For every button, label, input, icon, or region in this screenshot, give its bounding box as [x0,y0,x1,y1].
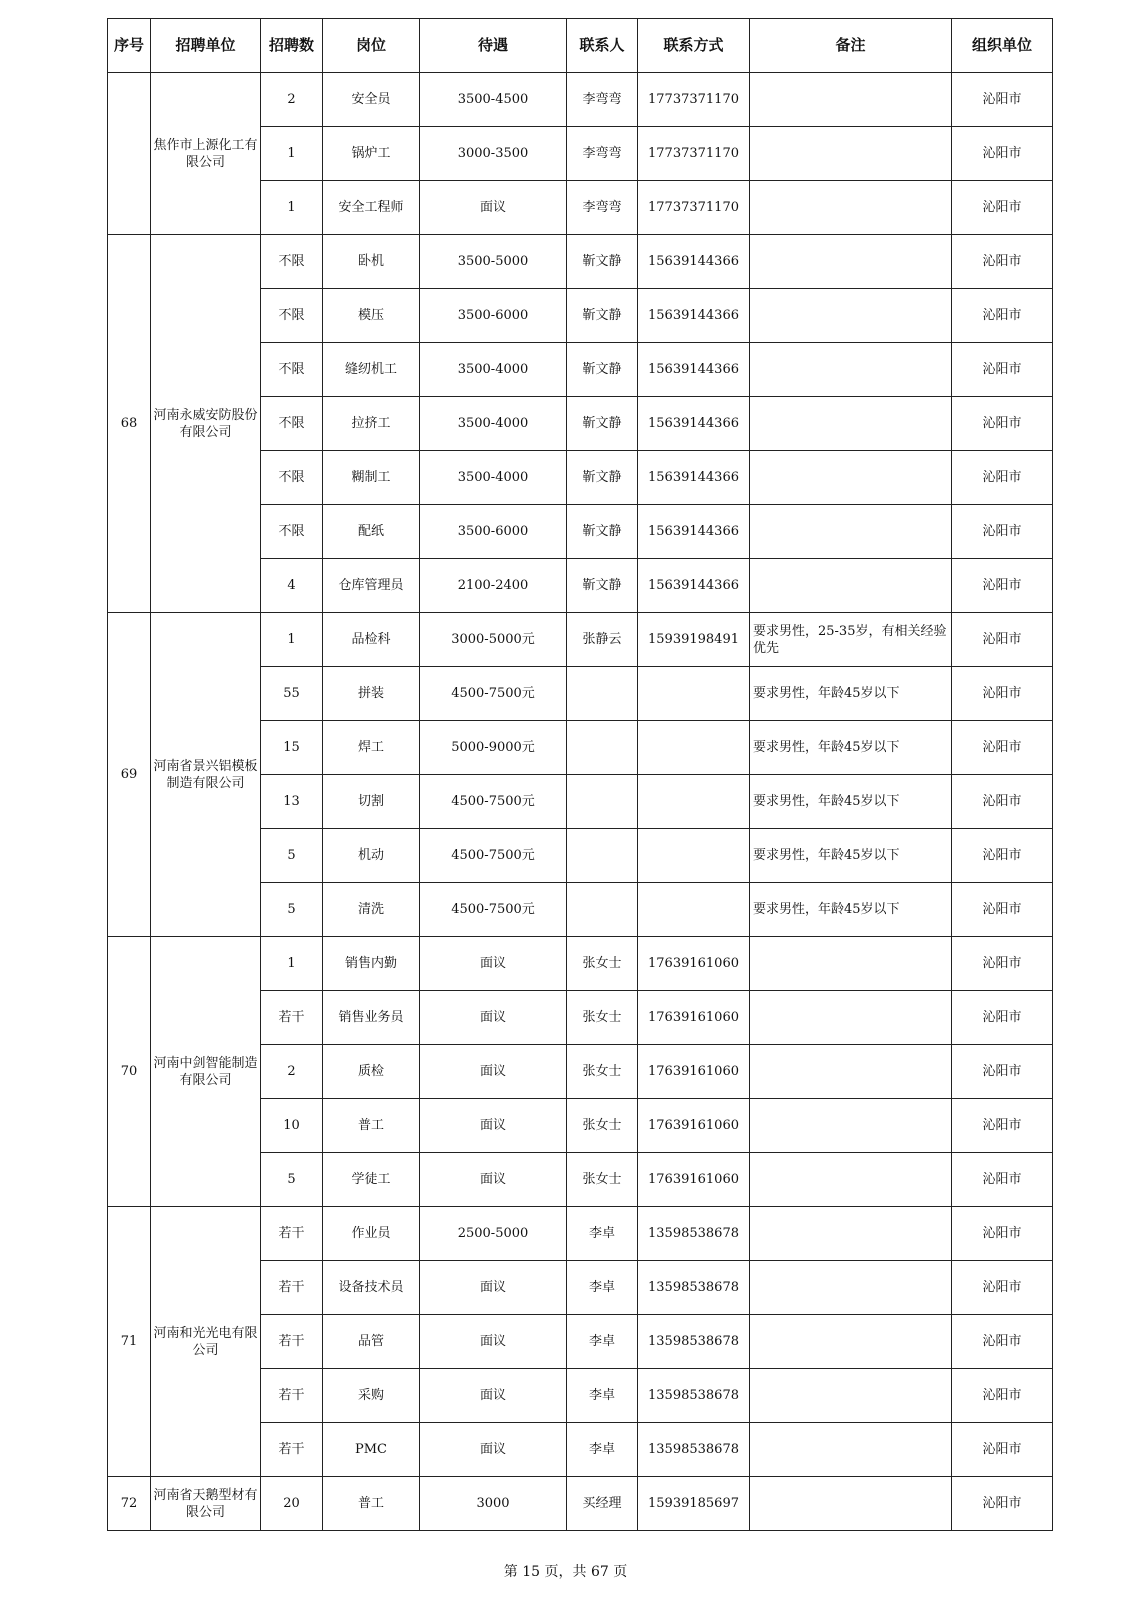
organizer: 沁阳市 [952,1207,1053,1261]
header-note: 备注 [750,19,952,73]
job-position: 拉挤工 [323,397,420,451]
job-position: 品检科 [323,613,420,667]
remark [750,1153,952,1207]
job-position: 拼装 [323,667,420,721]
organizer: 沁阳市 [952,667,1053,721]
job-position: 仓库管理员 [323,559,420,613]
salary: 4500-7500元 [420,667,567,721]
job-position: 品管 [323,1315,420,1369]
contact-phone: 15639144366 [638,289,750,343]
job-position: 学徒工 [323,1153,420,1207]
job-position: 糊制工 [323,451,420,505]
header-no: 序号 [108,19,151,73]
organizer: 沁阳市 [952,289,1053,343]
job-position: 作业员 [323,1207,420,1261]
remark [750,235,952,289]
salary: 5000-9000元 [420,721,567,775]
remark [750,397,952,451]
row-number: 72 [108,1477,151,1531]
row-number: 70 [108,937,151,1207]
company-name: 河南永威安防股份有限公司 [151,235,261,613]
table-body [108,73,1053,1531]
job-position: 销售内勤 [323,937,420,991]
row-number: 68 [108,235,151,613]
hire-count: 5 [261,883,323,937]
header-company: 招聘单位 [151,19,261,73]
salary: 2500-5000 [420,1207,567,1261]
job-position: PMC [323,1423,420,1477]
hire-count: 10 [261,1099,323,1153]
organizer: 沁阳市 [952,1315,1053,1369]
contact-phone: 13598538678 [638,1315,750,1369]
remark [750,1261,952,1315]
contact-person: 靳文静 [567,289,638,343]
salary: 3500-4500 [420,73,567,127]
remark: 要求男性，年龄45岁以下 [750,667,952,721]
job-position: 机动 [323,829,420,883]
job-position: 配纸 [323,505,420,559]
hire-count: 不限 [261,289,323,343]
header-salary: 待遇 [420,19,567,73]
salary: 3000-5000元 [420,613,567,667]
hire-count: 若干 [261,1423,323,1477]
organizer: 沁阳市 [952,1153,1053,1207]
hire-count: 若干 [261,1207,323,1261]
salary: 3500-6000 [420,289,567,343]
salary: 3000 [420,1477,567,1531]
company-name: 河南省天鹅型材有限公司 [151,1477,261,1531]
contact-phone: 17737371170 [638,127,750,181]
job-position: 焊工 [323,721,420,775]
salary: 面议 [420,1261,567,1315]
contact-phone: 15639144366 [638,235,750,289]
hire-count: 不限 [261,235,323,289]
contact-person: 靳文静 [567,343,638,397]
organizer: 沁阳市 [952,1477,1053,1531]
contact-phone [638,667,750,721]
remark [750,1477,952,1531]
remark: 要求男性，年龄45岁以下 [750,775,952,829]
salary: 3000-3500 [420,127,567,181]
hire-count: 1 [261,181,323,235]
company-name: 河南中剑智能制造有限公司 [151,937,261,1207]
salary: 3500-4000 [420,343,567,397]
hire-count: 1 [261,127,323,181]
contact-person: 靳文静 [567,451,638,505]
remark [750,1423,952,1477]
contact-person: 张女士 [567,1153,638,1207]
salary: 面议 [420,991,567,1045]
header-contact: 联系人 [567,19,638,73]
hire-count: 13 [261,775,323,829]
job-position: 设备技术员 [323,1261,420,1315]
remark [750,1099,952,1153]
company-name: 焦作市上源化工有限公司 [151,73,261,235]
contact-person: 张静云 [567,613,638,667]
contact-person: 李卓 [567,1261,638,1315]
header-position: 岗位 [323,19,420,73]
organizer: 沁阳市 [952,829,1053,883]
contact-person: 李卓 [567,1207,638,1261]
salary: 面议 [420,1153,567,1207]
salary: 面议 [420,1045,567,1099]
contact-person: 靳文静 [567,235,638,289]
remark [750,289,952,343]
organizer: 沁阳市 [952,127,1053,181]
organizer: 沁阳市 [952,1261,1053,1315]
company-name: 河南和光光电有限公司 [151,1207,261,1477]
contact-phone [638,721,750,775]
salary: 2100-2400 [420,559,567,613]
remark [750,937,952,991]
hire-count: 5 [261,1153,323,1207]
hire-count: 2 [261,73,323,127]
contact-phone: 13598538678 [638,1261,750,1315]
contact-phone: 15639144366 [638,397,750,451]
remark [750,1045,952,1099]
table-row [108,613,1053,667]
contact-person [567,667,638,721]
contact-phone: 13598538678 [638,1369,750,1423]
organizer: 沁阳市 [952,235,1053,289]
salary: 面议 [420,1315,567,1369]
salary: 3500-4000 [420,451,567,505]
remark [750,1207,952,1261]
hire-count: 若干 [261,1315,323,1369]
header-org: 组织单位 [952,19,1053,73]
organizer: 沁阳市 [952,559,1053,613]
contact-person: 靳文静 [567,397,638,451]
hire-count: 若干 [261,1261,323,1315]
hire-count: 不限 [261,397,323,451]
contact-phone: 17639161060 [638,1099,750,1153]
header-count: 招聘数 [261,19,323,73]
contact-person: 靳文静 [567,505,638,559]
table-row [108,937,1053,991]
remark [750,181,952,235]
hire-count: 1 [261,937,323,991]
contact-person: 李卓 [567,1423,638,1477]
contact-person [567,883,638,937]
contact-phone: 15639144366 [638,559,750,613]
salary: 4500-7500元 [420,829,567,883]
hire-count: 不限 [261,343,323,397]
contact-person: 李卓 [567,1369,638,1423]
hire-count: 若干 [261,991,323,1045]
job-position: 采购 [323,1369,420,1423]
organizer: 沁阳市 [952,721,1053,775]
job-position: 模压 [323,289,420,343]
organizer: 沁阳市 [952,181,1053,235]
organizer: 沁阳市 [952,1099,1053,1153]
hire-count: 5 [261,829,323,883]
job-position: 质检 [323,1045,420,1099]
table-row [108,73,1053,127]
contact-phone: 17737371170 [638,73,750,127]
contact-phone: 17639161060 [638,991,750,1045]
contact-person: 李弯弯 [567,73,638,127]
organizer: 沁阳市 [952,775,1053,829]
salary: 4500-7500元 [420,883,567,937]
job-position: 安全工程师 [323,181,420,235]
organizer: 沁阳市 [952,505,1053,559]
organizer: 沁阳市 [952,397,1053,451]
organizer: 沁阳市 [952,883,1053,937]
header-phone: 联系方式 [638,19,750,73]
salary: 4500-7500元 [420,775,567,829]
contact-person: 买经理 [567,1477,638,1531]
contact-phone [638,883,750,937]
contact-person: 张女士 [567,937,638,991]
row-number: 71 [108,1207,151,1477]
company-name: 河南省景兴铝模板制造有限公司 [151,613,261,937]
organizer: 沁阳市 [952,1369,1053,1423]
organizer: 沁阳市 [952,451,1053,505]
contact-person [567,775,638,829]
job-position: 安全员 [323,73,420,127]
remark [750,991,952,1045]
salary: 3500-5000 [420,235,567,289]
job-position: 卧机 [323,235,420,289]
job-position: 普工 [323,1099,420,1153]
job-position: 锅炉工 [323,127,420,181]
remark [750,1369,952,1423]
contact-phone [638,775,750,829]
remark: 要求男性，25-35岁，有相关经验优先 [750,613,952,667]
contact-phone: 17639161060 [638,1045,750,1099]
contact-phone: 13598538678 [638,1207,750,1261]
remark: 要求男性，年龄45岁以下 [750,829,952,883]
salary: 面议 [420,1369,567,1423]
remark [750,127,952,181]
salary: 面议 [420,181,567,235]
hire-count: 55 [261,667,323,721]
salary: 3500-6000 [420,505,567,559]
contact-person: 李弯弯 [567,181,638,235]
contact-phone: 17737371170 [638,181,750,235]
organizer: 沁阳市 [952,991,1053,1045]
page-footer: 第 15 页，共 67 页 [503,1564,628,1580]
hire-count: 若干 [261,1369,323,1423]
contact-person: 李卓 [567,1315,638,1369]
organizer: 沁阳市 [952,73,1053,127]
contact-person: 张女士 [567,1045,638,1099]
hire-count: 4 [261,559,323,613]
remark [750,73,952,127]
hire-count: 不限 [261,505,323,559]
hire-count: 20 [261,1477,323,1531]
remark: 要求男性，年龄45岁以下 [750,721,952,775]
contact-person: 靳文静 [567,559,638,613]
remark [750,505,952,559]
contact-person: 李弯弯 [567,127,638,181]
contact-phone: 17639161060 [638,1153,750,1207]
contact-phone: 15639144366 [638,505,750,559]
remark: 要求男性，年龄45岁以下 [750,883,952,937]
contact-person: 张女士 [567,991,638,1045]
contact-person [567,721,638,775]
job-position: 普工 [323,1477,420,1531]
salary: 面议 [420,1099,567,1153]
salary: 面议 [420,1423,567,1477]
contact-person [567,829,638,883]
remark [750,343,952,397]
job-position: 销售业务员 [323,991,420,1045]
organizer: 沁阳市 [952,613,1053,667]
remark [750,559,952,613]
job-position: 切割 [323,775,420,829]
hire-count: 不限 [261,451,323,505]
contact-person: 张女士 [567,1099,638,1153]
contact-phone: 15939185697 [638,1477,750,1531]
organizer: 沁阳市 [952,937,1053,991]
job-position: 清洗 [323,883,420,937]
remark [750,1315,952,1369]
hire-count: 15 [261,721,323,775]
contact-phone: 17639161060 [638,937,750,991]
header-row [108,19,1053,73]
organizer: 沁阳市 [952,343,1053,397]
organizer: 沁阳市 [952,1423,1053,1477]
hire-count: 1 [261,613,323,667]
table-row [108,1477,1053,1531]
remark [750,451,952,505]
contact-phone [638,829,750,883]
contact-phone: 15639144366 [638,451,750,505]
hire-count: 2 [261,1045,323,1099]
contact-phone: 15639144366 [638,343,750,397]
table-row [108,1207,1053,1261]
row-number [108,73,151,235]
table-row [108,235,1053,289]
row-number: 69 [108,613,151,937]
organizer: 沁阳市 [952,1045,1053,1099]
recruitment-table [107,18,1053,1531]
salary: 面议 [420,937,567,991]
job-position: 缝纫机工 [323,343,420,397]
contact-phone: 13598538678 [638,1423,750,1477]
salary: 3500-4000 [420,397,567,451]
contact-phone: 15939198491 [638,613,750,667]
